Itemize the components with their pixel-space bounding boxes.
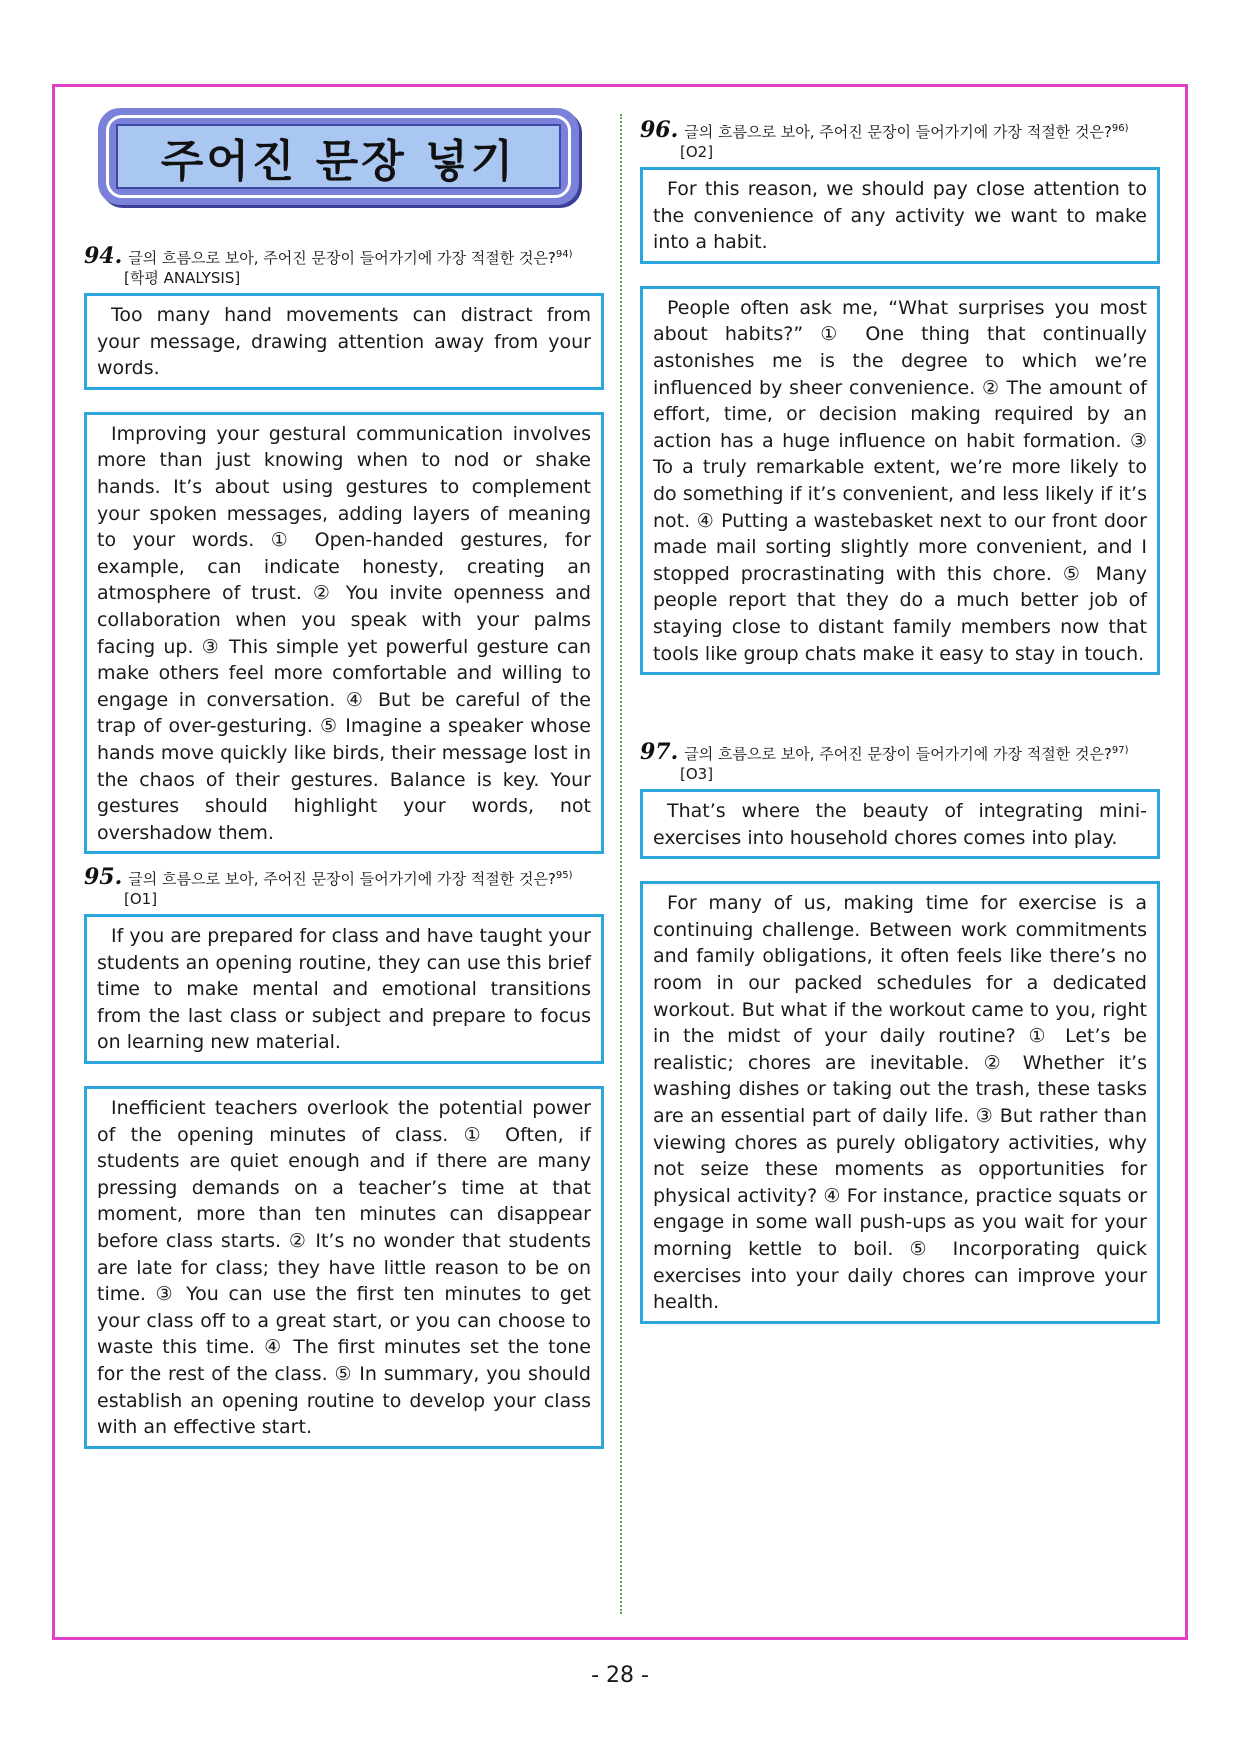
question-94 [84,244,604,854]
column-divider [620,114,622,1614]
question-prompt: 글의 흐름으로 보아, 주어진 문장이 들어가기에 가장 적절한 것은? [684,745,1112,763]
section-title: 주어진 문장 넣기 [160,135,517,187]
passage-box [640,286,1160,675]
passage-text: People often ask me, “What surprises you most about habits?” ① One thing that continually astonishes me is the degree to which we’re influenced by sheer convenience. ② The amount of effort, time, or decision making required by an action has a huge influence on habit formation. ③ To a truly remarkable extent, we’re more likely to do something if it’s convenient, and less likely if it’s not. ④ Putting a wastebasket next to our front door made mail sorting slightly more convenient, and I stopped procrastinating with this chore. ⑤ Many people report that they do a much better job of staying close to distant family members now that tools like group chats make it easy to stay in touch. [653,296,1147,665]
question-95 [84,865,604,1449]
footnote-ref: 97) [1111,745,1129,756]
question-header [84,865,604,890]
page-number: - 28 - [591,1663,649,1688]
question-number: 94. [84,243,123,269]
question-prompt: 글의 흐름으로 보아, 주어진 문장이 들어가기에 가장 적절한 것은? [684,123,1112,141]
given-sentence-box [640,167,1160,264]
question-header [640,118,1160,143]
given-sentence-box [84,293,604,390]
question-prompt: 글의 흐름으로 보아, 주어진 문장이 들어가기에 가장 적절한 것은? [128,249,556,267]
given-sentence-box [84,914,604,1064]
question-source-tag: [O3] [680,765,714,783]
question-97 [640,740,1160,1324]
question-number: 95. [84,864,123,890]
question-source-tag: [O1] [124,890,158,908]
question-source-tag: [학평 ANALYSIS] [124,269,241,287]
question-prompt: 글의 흐름으로 보아, 주어진 문장이 들어가기에 가장 적절한 것은? [128,870,556,888]
passage-text: Inefficient teachers overlook the potential power of the opening minutes of class. ① Often, if students are quiet enough and if there are many pressing demands on a teacher’s time at that moment, more than ten minutes can disappear before class starts. ② It’s no wonder that students are late for class; they have little reason to be on time. ③ You can use the first ten minutes to get your class off to a great start, or you can choose to waste this time. ④ The first minutes set the tone for the rest of the class. ⑤ In summary, you should establish an opening routine to develop your class with an effective start. [97,1096,591,1439]
banner-inner [116,124,561,189]
footnote-ref: 94) [555,249,573,260]
question-number: 97. [640,739,679,765]
question-source-tag: [O2] [680,143,714,161]
question-header [640,740,1160,765]
passage-text: Improving your gestural communication involves more than just knowing when to nod or shake hands. It’s about using gestures to complement your spoken messages, adding layers of meaning to your words. ① Open-handed gestures, for example, can indicate honesty, creating an atmosphere of trust. ② You invite openness and collaboration when you speak with your palms facing up. ③ This simple yet powerful gesture can make others feel more comfortable and willing to engage in conversation. ④ But be careful of the trap of over-gesturing. ⑤ Imagine a speaker whose hands move quickly like birds, their message lost in the chaos of their gestures. Balance is key. Your gestures should highlight your words, not overshadow them. [97,422,591,844]
given-sentence: If you are prepared for class and have taught your students an opening routine, they can use this brief time to make mental and emotional transitions from the last class or subject and prepare to focus on learning new material. [97,925,591,1054]
passage-box [84,1086,604,1449]
question-number: 96. [640,117,679,143]
given-sentence: Too many hand movements can distract from your message, drawing attention away from your words. [97,304,591,380]
passage-box [84,412,604,855]
footnote-ref: 95) [555,870,573,881]
given-sentence-box [640,789,1160,859]
given-sentence: That’s where the beauty of integrating mini-exercises into household chores comes into play. [653,800,1147,849]
question-header [84,244,604,269]
footnote-ref: 96) [1111,123,1129,134]
passage-text: For many of us, making time for exercise is a continuing challenge. Between work commitments and family obligations, it often feels like there’s no room in our packed schedules for a dedicated workout. But what if the workout came to you, right in the midst of your daily routine? ① Let’s be realistic; chores are inevitable. ② Whether it’s washing dishes or taking out the trash, these tasks are an essential part of daily life. ③ But rather than viewing chores as purely obligatory activities, why not seize these moments as opportunities for physical activity? ④ For instance, practice squats or engage in some wall push-ups as you wait for your morning kettle to boil. ⑤ Incorporating quick exercises into your daily chores can improve your health. [653,892,1147,1314]
given-sentence: For this reason, we should pay close attention to the convenience of any activity we want to make into a habit. [653,178,1147,254]
passage-box [640,881,1160,1324]
section-banner [98,108,579,205]
question-96 [640,118,1160,675]
